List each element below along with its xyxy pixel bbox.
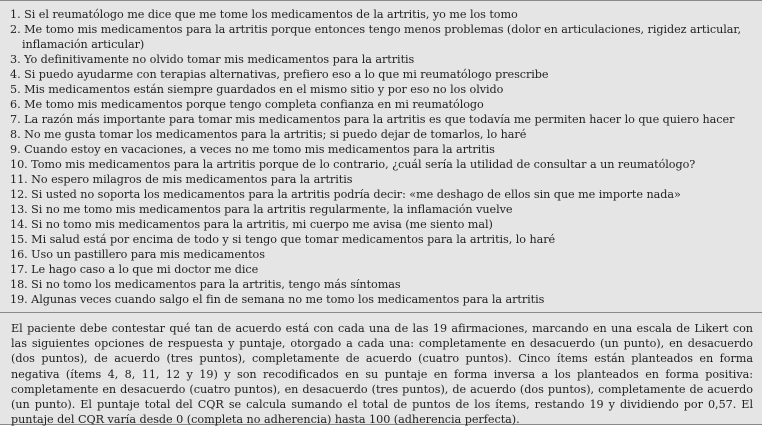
item-text: No me gusta tomar los medicamentos para la artritis; si puedo dejar de tomarlos, lo haré xyxy=(24,128,527,141)
list-item xyxy=(10,127,755,142)
item-text: Yo definitivamente no olvido tomar mis medicamentos para la artritis xyxy=(24,53,415,66)
scoring-note: El paciente debe contestar qué tan de acuerdo está con cada una de las 19 afirmaciones, marcando en una escala de Likert con las siguientes opciones de respuesta y puntaje, otorgado a cada una: completamente en desacuerdo (un punto), en desacuerdo (dos puntos), de acuerdo (tres puntos), completamente de acuerdo (cuatro puntos). Cinco ítems están planteados en forma negativa (ítems 4, 8, 11, 12 y 19) y son recodificados en su puntaje en forma inversa a los planteados en forma positiva: completamente en desacuerdo (cuatro puntos), en desacuerdo (tres puntos), de acuerdo (dos puntos), completamente de acuerdo (un punto). El puntaje total del CQR se calcula sumando el total de puntos de los ítems, restando 19 y dividiendo por 0,57. El puntaje del CQR varía desde 0 (completa no adherencia) hasta 100 (adherencia perfecta). xyxy=(11,322,753,427)
item-number: 12. xyxy=(10,188,28,201)
item-text: Si el reumatólogo me dice que me tome los medicamentos de la artritis, yo me los tomo xyxy=(24,8,518,21)
item-number: 2. xyxy=(10,23,21,36)
item-number: 11. xyxy=(10,173,28,186)
item-text: La razón más importante para tomar mis medicamentos para la artritis es que todavía me permiten hacer lo que quiero hacer xyxy=(24,113,735,126)
list-item xyxy=(10,142,755,157)
list-item xyxy=(10,97,755,112)
list-item xyxy=(10,277,755,292)
item-number: 7. xyxy=(10,113,21,126)
item-text: Si puedo ayudarme con terapias alternativas, prefiero eso a lo que mi reumatólogo prescribe xyxy=(24,68,549,81)
list-item xyxy=(10,112,755,127)
item-text: Si no me tomo mis medicamentos para la artritis regularmente, la inflamación vuelve xyxy=(31,203,513,216)
item-text: Mi salud está por encima de todo y si tengo que tomar medicamentos para la artritis, lo haré xyxy=(31,233,556,246)
item-number: 5. xyxy=(10,83,21,96)
item-number: 10. xyxy=(10,158,28,171)
item-text: Si no tomo mis medicamentos para la artritis, mi cuerpo me avisa (me siento mal) xyxy=(31,218,493,231)
list-item xyxy=(10,247,755,262)
item-number: 13. xyxy=(10,203,28,216)
item-text: Tomo mis medicamentos para la artritis porque de lo contrario, ¿cuál sería la utilidad de consultar a un reumatólogo? xyxy=(31,158,696,171)
list-item xyxy=(10,172,755,187)
list-item xyxy=(10,52,755,67)
item-number: 18. xyxy=(10,278,28,291)
item-number: 4. xyxy=(10,68,21,81)
item-text: Cuando estoy en vacaciones, a veces no me tomo mis medicamentos para la artritis xyxy=(24,143,495,156)
item-number: 3. xyxy=(10,53,21,66)
list-item xyxy=(10,7,755,22)
list-item xyxy=(10,187,755,202)
item-number: 17. xyxy=(10,263,28,276)
list-item-continuation: inflamación articular) xyxy=(22,38,145,51)
item-text: Algunas veces cuando salgo el fin de semana no me tomo los medicamentos para la artritis xyxy=(31,293,545,306)
item-text: No espero milagros de mis medicamentos para la artritis xyxy=(31,173,353,186)
list-item xyxy=(10,292,755,307)
item-list xyxy=(10,7,755,307)
list-item xyxy=(10,22,755,37)
list-item xyxy=(10,157,755,172)
item-number: 19. xyxy=(10,293,28,306)
item-number: 14. xyxy=(10,218,28,231)
item-number: 8. xyxy=(10,128,21,141)
item-text: Si usted no soporta los medicamentos para la artritis podría decir: «me deshago de ellos sin que me importe nada» xyxy=(31,188,681,201)
item-text: Si no tomo los medicamentos para la artritis, tengo más síntomas xyxy=(31,278,401,291)
list-item xyxy=(10,67,755,82)
scoring-note-section xyxy=(0,312,762,425)
item-number: 6. xyxy=(10,98,21,111)
item-text: Uso un pastillero para mis medicamentos xyxy=(31,248,265,261)
list-item xyxy=(10,262,755,277)
item-text: Me tomo mis medicamentos porque tengo completa confianza en mi reumatólogo xyxy=(24,98,484,111)
item-number: 16. xyxy=(10,248,28,261)
list-item xyxy=(10,82,755,97)
item-number: 15. xyxy=(10,233,28,246)
item-text: Mis medicamentos están siempre guardados en el mismo sitio y por eso no los olvido xyxy=(24,83,504,96)
list-item xyxy=(10,232,755,247)
item-text: Le hago caso a lo que mi doctor me dice xyxy=(31,263,259,276)
item-text: Me tomo mis medicamentos para la artritis porque entonces tengo menos problemas (dolor en articulaciones, rigidez articular, xyxy=(24,23,742,36)
item-number: 9. xyxy=(10,143,21,156)
list-item xyxy=(10,202,755,217)
item-number: 1. xyxy=(10,8,21,21)
list-item xyxy=(10,217,755,232)
